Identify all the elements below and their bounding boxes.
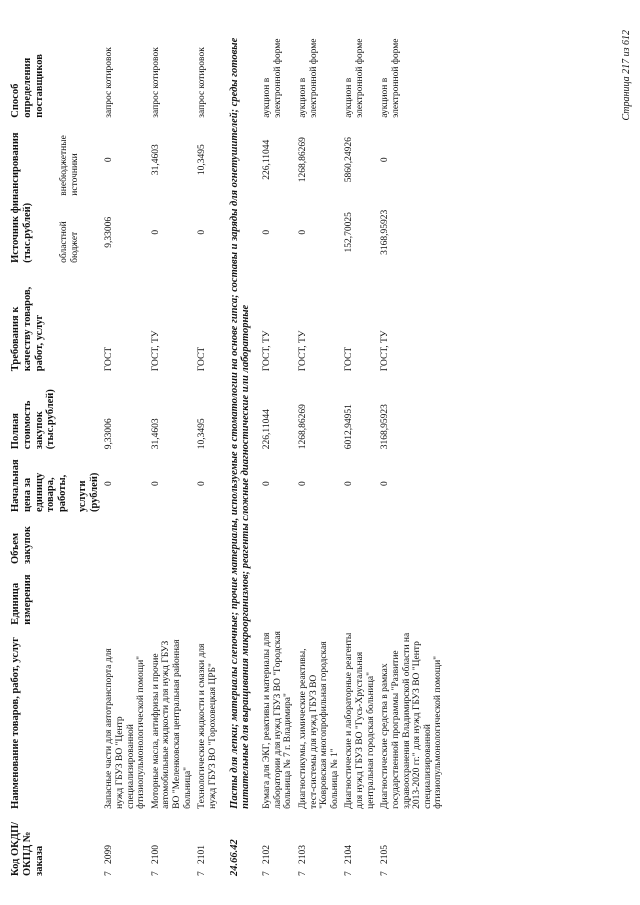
cell-code-number: 2103: [297, 845, 308, 864]
table-row: [342, 34, 378, 879]
group-code: 24.66.42: [228, 839, 240, 876]
cell-volume: [102, 515, 149, 567]
col-unit: Единица измерения: [10, 574, 33, 625]
table-row: [195, 34, 220, 879]
cell-code-number: 2101: [197, 845, 208, 864]
cell-price: 0: [104, 481, 115, 486]
cell-volume: [149, 515, 196, 567]
cell-name: Бумага для ЭКГ, реактивы и материалы для лаборатории для нужд ГБУЗ ВО "Городская больница № 7 г. Владимира": [262, 631, 294, 809]
cell-code: [342, 812, 378, 879]
col-volume: Объем закупок: [10, 526, 33, 565]
cell-total: 6012,94951: [344, 404, 355, 450]
col-name: Наименование товаров, работ, услуг: [10, 637, 21, 809]
table-row: [296, 34, 343, 879]
cell-unit: [342, 567, 378, 628]
cell-code-prefix: 7: [104, 871, 115, 876]
col-method: Способ определения поставщиков: [10, 54, 45, 118]
cell-method: запрос котировок: [104, 47, 115, 118]
cell-req: ГОСТ, ТУ: [380, 330, 391, 372]
cell-name: Моторные масла, антифризы и прочие автомобильные жидкости для нужд ГБУЗ ВО "Меленковская центральная районная больница": [150, 639, 193, 809]
cell-name: Технологические жидкости и смазки для нужд ГБУЗ ВО "Гороховецкая ЦРБ": [197, 643, 218, 809]
cell-unit: [195, 567, 220, 628]
cell-extra: 226,11044: [262, 139, 272, 180]
col-total: Полная стоимость закупок (тыс.рублей): [10, 389, 57, 450]
cell-price: 0: [344, 481, 355, 486]
cell-extra: 0: [380, 157, 391, 163]
cell-method: аукцион в электронной форме: [262, 38, 283, 118]
cell-code-prefix: 7: [197, 871, 208, 876]
procurement-table: [8, 34, 446, 879]
cell-regional: 0: [262, 229, 272, 235]
cell-code-number: 2105: [380, 845, 391, 864]
cell-req: ГОСТ: [197, 346, 208, 372]
table-row: [260, 34, 296, 879]
cell-unit: [149, 567, 196, 628]
cell-code: [296, 812, 343, 879]
cell-code: [195, 812, 220, 879]
cell-regional: 152,70025: [344, 212, 355, 253]
cell-total: 3168,95923: [380, 404, 391, 450]
rows-section-b: [260, 34, 446, 879]
cell-extra: 0: [104, 157, 115, 163]
cell-code-number: 2104: [344, 845, 355, 864]
cell-total: 1268,86269: [297, 404, 308, 450]
cell-name: Диагностикумы, химические реактивы, тест-системы для нужд ГБУЗ ВО "Ковровская многопрофильная городская больница № 1": [297, 641, 340, 809]
col-financing: Источник финансирования (тыс.рублей): [10, 132, 33, 263]
cell-code-prefix: 7: [380, 871, 391, 876]
cell-unit: [378, 567, 446, 628]
cell-total: 31,4603: [150, 418, 161, 450]
cell-code-prefix: 7: [262, 871, 272, 876]
cell-price: 0: [380, 481, 391, 486]
cell-regional: 0: [197, 229, 208, 235]
group-section: [221, 34, 261, 879]
group-row: [221, 34, 261, 879]
cell-price: 0: [297, 481, 308, 486]
cell-extra: 5860,24926: [344, 137, 355, 183]
cell-method: запрос котировок: [197, 47, 208, 118]
cell-code-number: 2099: [104, 845, 115, 864]
cell-name: Диагностические и лабораторные реагенты для нужд ГБУЗ ВО "Гусь-Хрустальная центральная городская больница": [344, 632, 376, 809]
col-fin-regional: областной бюджет: [59, 221, 80, 263]
cell-code: [260, 812, 296, 879]
header-row: [8, 34, 57, 879]
cell-code-number: 2102: [262, 845, 272, 864]
cell-code: [149, 812, 196, 879]
unit-price-label-b: услуги (рублей): [76, 472, 100, 513]
cell-code-prefix: 7: [150, 871, 161, 876]
table-row: [378, 34, 446, 879]
cell-req: ГОСТ, ТУ: [297, 330, 308, 372]
cell-extra: 10,3495: [197, 144, 208, 176]
cell-volume: [296, 515, 343, 567]
cell-volume: [342, 515, 378, 567]
cell-extra: 31,4603: [150, 144, 161, 176]
table-row: [102, 34, 149, 879]
cell-total: 9,33006: [104, 418, 115, 450]
page-footer: Страница 217 из 612: [621, 30, 632, 121]
cell-extra: 1268,86269: [297, 137, 308, 183]
cell-code: [102, 812, 149, 879]
cell-regional: 0: [297, 229, 308, 235]
cell-name: Запасные части для автотранспорта для нужд ГБУЗ ВО "Центр специализированной фтизиопульмонологической помощи": [104, 648, 147, 809]
unit-price-label-a: Начальная цена за единицу товара, работы,: [10, 459, 68, 513]
cell-req: ГОСТ, ТУ: [150, 330, 161, 372]
cell-method: запрос котировок: [150, 47, 161, 118]
cell-price: 0: [262, 481, 272, 486]
cell-req: ГОСТ: [104, 346, 115, 372]
cell-unit: [260, 567, 296, 628]
cell-code: [378, 812, 446, 879]
cell-req: ГОСТ: [344, 346, 355, 372]
table-row: [149, 34, 196, 879]
rows-section-a: [102, 34, 220, 879]
cell-regional: 0: [150, 229, 161, 235]
cell-name: Диагностические средства в рамках государственной программы "Развитие здравоохранения Владимирской области на 2013-2020 гг." для нужд ГБУЗ ВО "Центр специализированной фтизиопульмонологической помощи": [380, 632, 444, 809]
cell-method: аукцион в электронной форме: [297, 38, 319, 118]
cell-total: 10,3495: [197, 418, 208, 450]
cell-code-prefix: 7: [297, 871, 308, 876]
cell-method: аукцион в электронной форме: [344, 38, 365, 118]
cell-unit: [296, 567, 343, 628]
cell-total: 226,11044: [262, 409, 272, 450]
cell-price: 0: [150, 481, 161, 486]
cell-code-prefix: 7: [344, 871, 355, 876]
cell-regional: 9,33006: [104, 216, 115, 248]
cell-req: ГОСТ, ТУ: [262, 330, 272, 372]
cell-unit: [102, 567, 149, 628]
cell-code-number: 2100: [150, 845, 161, 864]
col-requirements: Требования к качеству товаров, работ, услуг: [10, 286, 45, 372]
group-title: Пасты для лепки; материалы слепочные; прочие материалы, используемые в стоматологии на основе гипса; составы и заряды для огнетушителей; среды готовые питательные для выращивания микроорганизмов; реагенты сложные диагностические или лабораторные: [228, 37, 252, 809]
cell-method: аукцион в электронной форме: [380, 38, 401, 118]
cell-price: 0: [197, 481, 208, 486]
cell-volume: [378, 515, 446, 567]
cell-volume: [260, 515, 296, 567]
cell-volume: [195, 515, 220, 567]
col-fin-extra: внебюджетные источники: [59, 135, 80, 196]
col-unit-price: [8, 452, 102, 515]
cell-regional: 3168,95923: [380, 209, 391, 255]
col-code: Код ОКДП/ ОКПД № заказа: [10, 821, 45, 876]
